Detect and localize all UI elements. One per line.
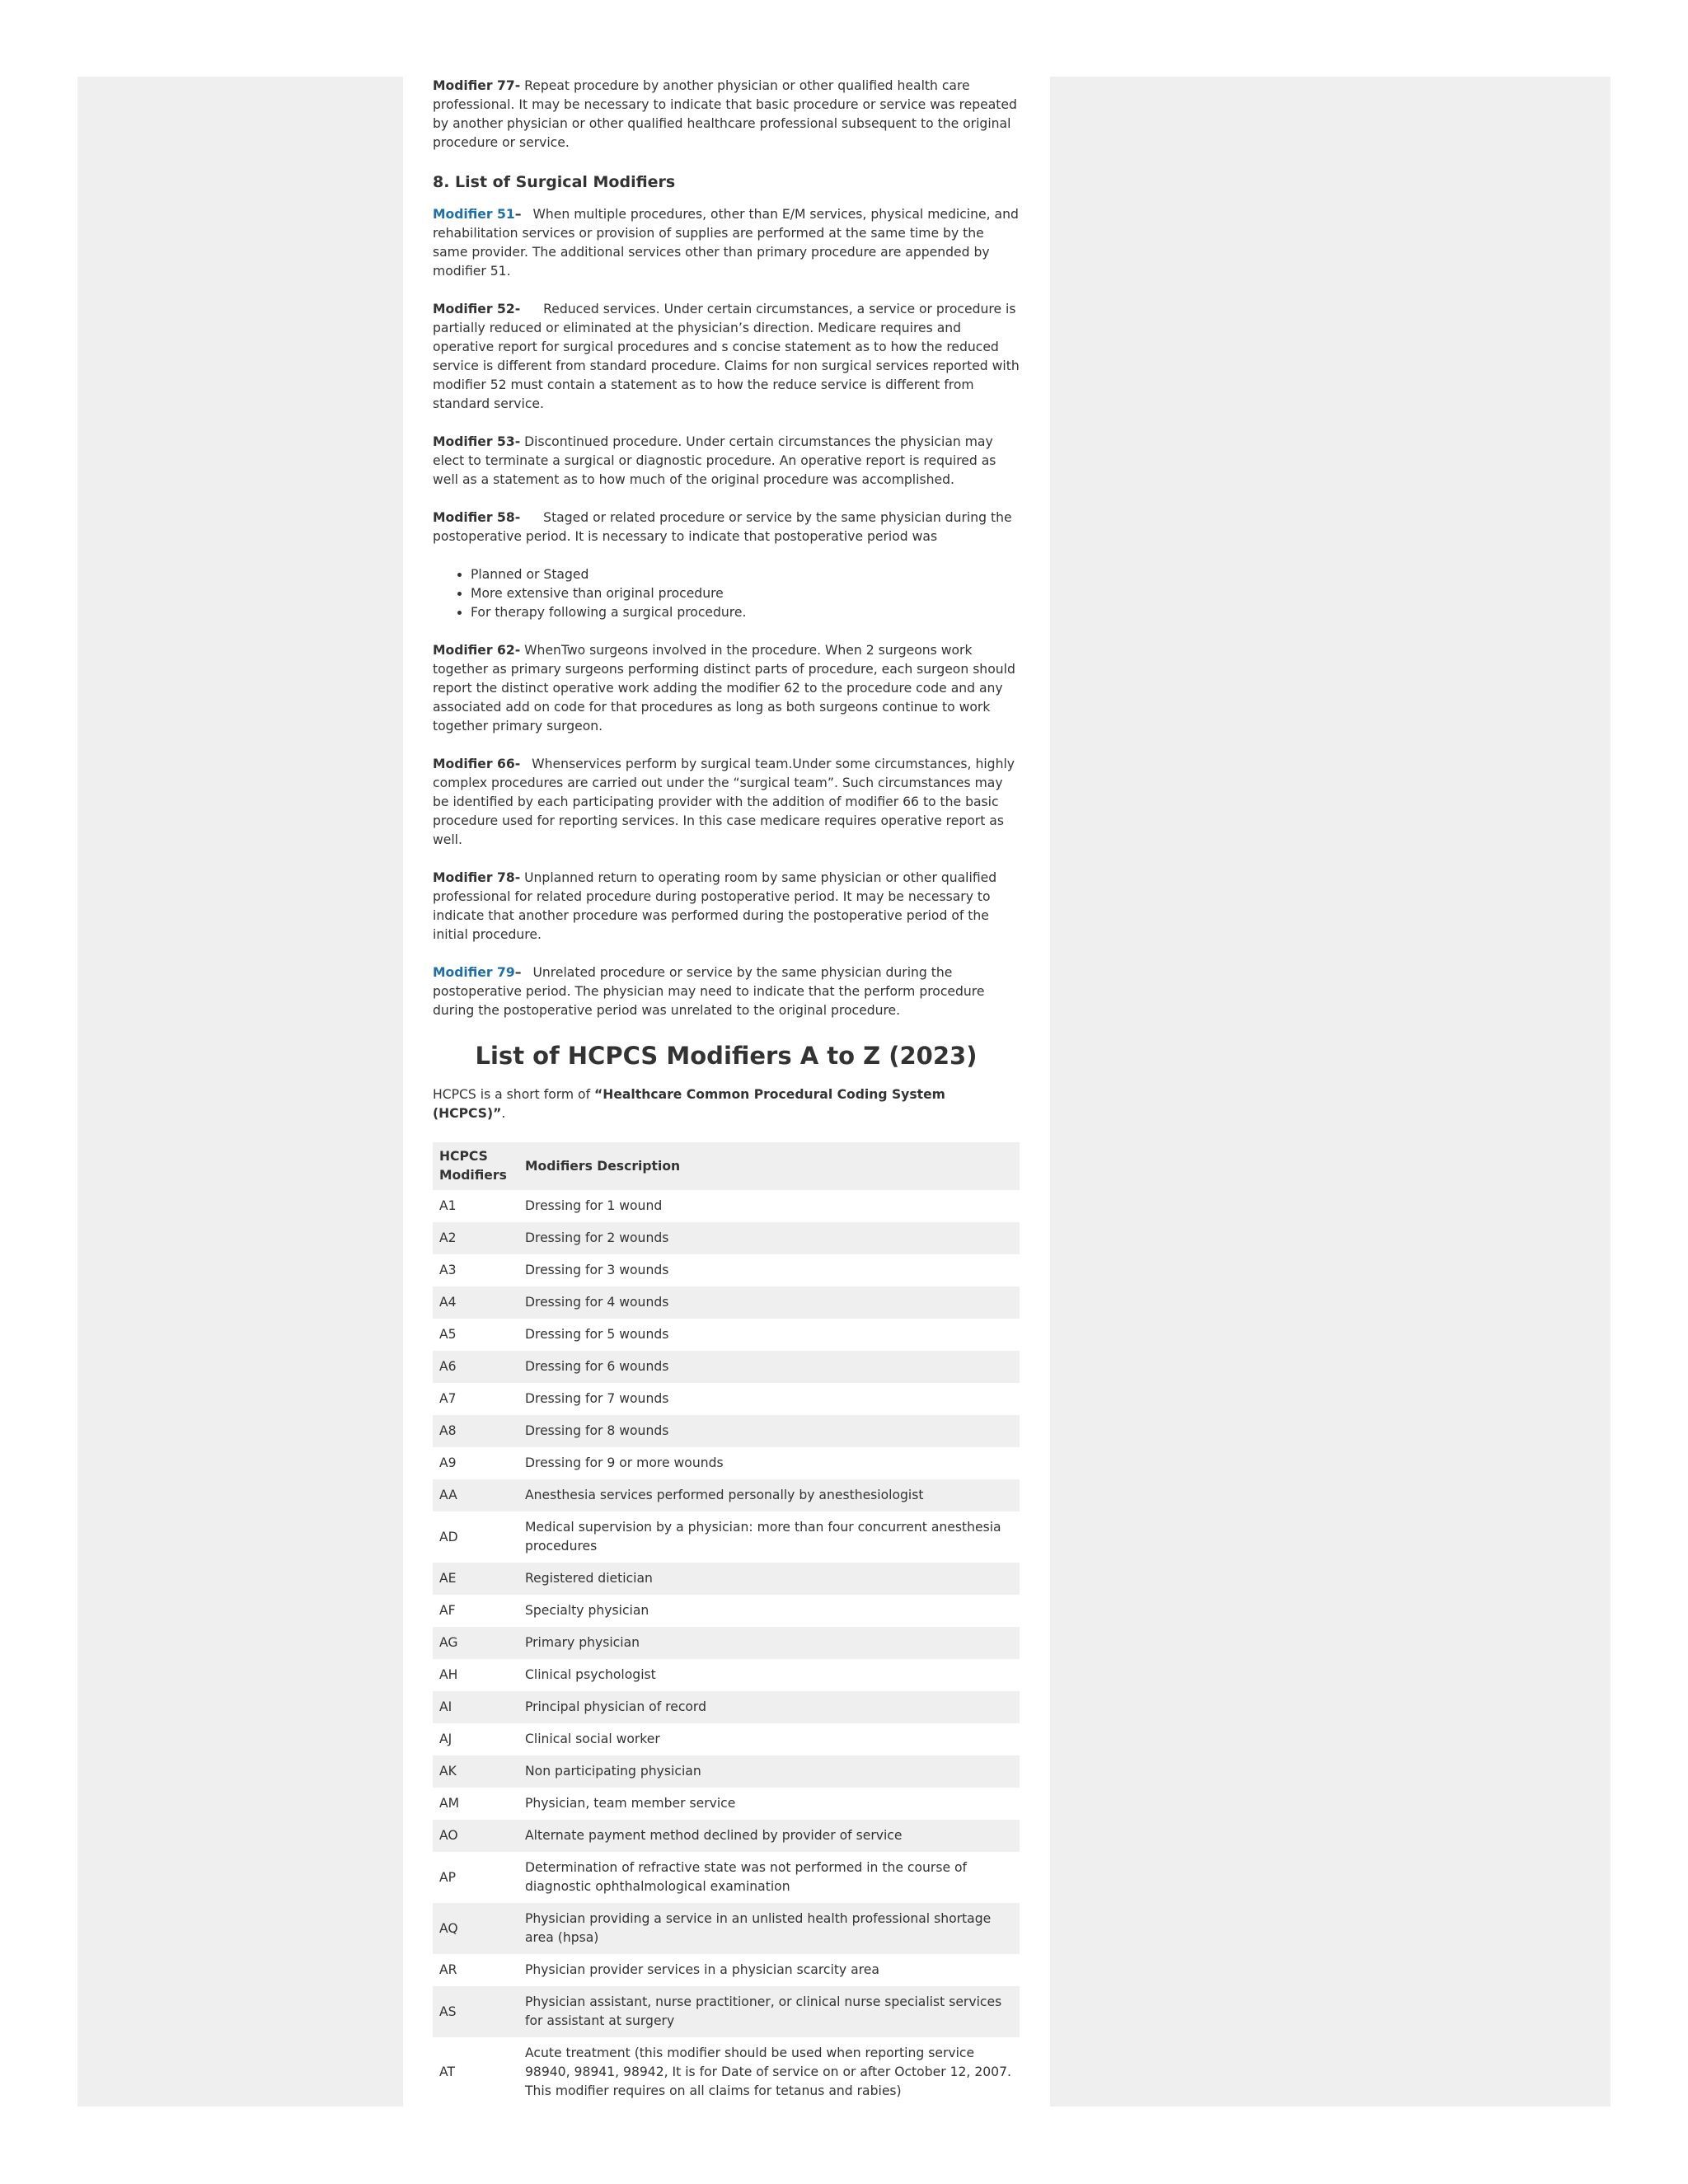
table-row <box>433 1383 1020 1415</box>
modifier-description-cell: Dressing for 9 or more wounds <box>518 1447 1020 1479</box>
modifier-description-cell: Dressing for 3 wounds <box>518 1254 1020 1286</box>
modifier-description-cell: Specialty physician <box>518 1595 1020 1627</box>
table-header-row <box>433 1142 1020 1190</box>
hcpcs-intro-bold: “Healthcare Common Procedural Coding System (HCPCS)” <box>433 1087 945 1121</box>
modifier-description-cell: Clinical psychologist <box>518 1659 1020 1691</box>
table-row <box>433 1563 1020 1595</box>
header-modifiers-description: Modifiers Description <box>518 1142 1020 1190</box>
modifier-code-cell: A4 <box>433 1286 518 1319</box>
modifier-description-cell: Non participating physician <box>518 1755 1020 1788</box>
modifier-description-cell: Dressing for 1 wound <box>518 1190 1020 1222</box>
modifier-description-cell: Dressing for 5 wounds <box>518 1319 1020 1351</box>
modifier-78-label: Modifier 78- <box>433 870 521 885</box>
modifier-77-label: Modifier 77- <box>433 78 521 93</box>
table-row <box>433 1319 1020 1351</box>
modifier-description-cell: Clinical social worker <box>518 1723 1020 1755</box>
modifier-code-cell: A6 <box>433 1351 518 1383</box>
modifier-code-cell: A5 <box>433 1319 518 1351</box>
modifier-53-paragraph <box>433 433 1020 490</box>
article-content <box>433 77 1020 2107</box>
modifier-code-cell: AO <box>433 1820 518 1852</box>
modifier-78-text: Unplanned return to operating room by same physician or other qualified professional for related procedure during postoperative period. It may be necessary to indicate that another procedure was performed during the postoperative period of the initial procedure. <box>433 870 997 942</box>
table-row <box>433 1415 1020 1447</box>
modifier-code-cell: AG <box>433 1627 518 1659</box>
modifier-code-cell: AK <box>433 1755 518 1788</box>
modifier-code-cell: AD <box>433 1511 518 1563</box>
modifier-51-link[interactable]: Modifier 51 <box>433 207 515 222</box>
table-row <box>433 1852 1020 1903</box>
bullet-item: • More extensive than original procedure <box>471 584 1020 603</box>
modifier-description-cell: Anesthesia services performed personally by anesthesiologist <box>518 1479 1020 1511</box>
table-row <box>433 1190 1020 1222</box>
modifier-52-label: Modifier 52- <box>433 302 521 316</box>
modifier-code-cell: AJ <box>433 1723 518 1755</box>
modifier-78-paragraph <box>433 869 1020 944</box>
modifier-51-paragraph <box>433 205 1020 281</box>
modifier-description-cell: Dressing for 7 wounds <box>518 1383 1020 1415</box>
table-row <box>433 1820 1020 1852</box>
table-row <box>433 1286 1020 1319</box>
modifier-code-cell: A7 <box>433 1383 518 1415</box>
modifier-code-cell: AT <box>433 2037 518 2107</box>
modifier-code-cell: AA <box>433 1479 518 1511</box>
modifier-51-dash: – <box>514 207 522 222</box>
modifier-description-cell: Principal physician of record <box>518 1691 1020 1723</box>
hcpcs-intro-suffix: . <box>501 1106 506 1121</box>
hcpcs-modifiers-table <box>433 1142 1020 2107</box>
modifier-description-cell: Physician, team member service <box>518 1788 1020 1820</box>
modifier-description-cell: Physician assistant, nurse practitioner, or clinical nurse specialist services for assistant at surgery <box>518 1986 1020 2037</box>
modifier-description-cell: Physician providing a service in an unlisted health professional shortage area (hpsa) <box>518 1903 1020 1954</box>
modifier-52-paragraph <box>433 300 1020 414</box>
left-sidebar-panel <box>77 77 403 2107</box>
table-row <box>433 1351 1020 1383</box>
modifier-66-paragraph <box>433 755 1020 850</box>
modifier-code-cell: AF <box>433 1595 518 1627</box>
header-hcpcs-modifiers: HCPCS Modifiers <box>433 1142 518 1190</box>
table-row <box>433 1222 1020 1254</box>
modifier-62-paragraph <box>433 641 1020 736</box>
modifier-53-label: Modifier 53- <box>433 434 521 449</box>
modifier-52-text: Reduced services. Under certain circumstances, a service or procedure is partially reduced or eliminated at the physician’s direction. Medicare requires and operative report for surgical procedures and s concise statement as to how the reduced service is different from standard procedure. Claims for non surgical services reported with modifier 52 must contain a statement as to how the reduce service is different from standard service. <box>433 302 1020 411</box>
modifier-58-paragraph <box>433 509 1020 546</box>
table-row <box>433 1511 1020 1563</box>
modifier-62-label: Modifier 62- <box>433 643 521 658</box>
modifier-code-cell: AP <box>433 1852 518 1903</box>
modifier-79-text: Unrelated procedure or service by the same physician during the postoperative period. The physician may need to indicate that the perform procedure during the postoperative period was unrelated to the original procedure. <box>433 965 985 1018</box>
modifier-58-label: Modifier 58- <box>433 510 521 525</box>
hcpcs-title: List of HCPCS Modifiers A to Z (2023) <box>475 1042 978 1070</box>
modifier-77-paragraph <box>433 77 1020 152</box>
modifier-description-cell: Registered dietician <box>518 1563 1020 1595</box>
modifier-description-cell: Physician provider services in a physician scarcity area <box>518 1954 1020 1986</box>
modifier-code-cell: AS <box>433 1986 518 2037</box>
hcpcs-intro <box>433 1085 1020 1123</box>
table-row <box>433 1595 1020 1627</box>
modifier-description-cell: Acute treatment (this modifier should be used when reporting service 98940, 98941, 98942, It is for Date of service on or after October 12, 2007. This modifier requires on all claims for tetanus and rabies) <box>518 2037 1020 2107</box>
table-row <box>433 1954 1020 1986</box>
modifier-62-text: WhenTwo surgeons involved in the procedure. When 2 surgeons work together as primary surgeons performing distinct parts of procedure, each surgeon should report the distinct operative work adding the modifier 62 to the procedure code and any associated add on code for that procedures as long as both surgeons continue to work together primary surgeon. <box>433 643 1015 733</box>
section-heading-surgical-modifiers: 8. List of Surgical Modifiers <box>433 173 676 191</box>
modifier-description-cell: Medical supervision by a physician: more than four concurrent anesthesia procedures <box>518 1511 1020 1563</box>
modifier-77-text: Repeat procedure by another physician or other qualified health care professional. It may be necessary to indicate that basic procedure or service was repeated by another physician or other qualified healthcare professional subsequent to the original procedure or service. <box>433 78 1017 150</box>
modifier-code-cell: AQ <box>433 1903 518 1954</box>
table-row <box>433 1447 1020 1479</box>
table-row <box>433 1479 1020 1511</box>
modifier-description-cell: Dressing for 8 wounds <box>518 1415 1020 1447</box>
modifier-79-paragraph <box>433 963 1020 1020</box>
modifier-code-cell: AR <box>433 1954 518 1986</box>
modifier-description-cell: Alternate payment method declined by provider of service <box>518 1820 1020 1852</box>
modifier-58-text: Staged or related procedure or service by the same physician during the postoperative period. It is necessary to indicate that postoperative period was <box>433 510 1012 544</box>
table-row <box>433 1691 1020 1723</box>
modifier-code-cell: AE <box>433 1563 518 1595</box>
modifier-description-cell: Determination of refractive state was not performed in the course of diagnostic ophthalmological examination <box>518 1852 1020 1903</box>
modifier-code-cell: AI <box>433 1691 518 1723</box>
table-row <box>433 2037 1020 2107</box>
modifier-description-cell: Primary physician <box>518 1627 1020 1659</box>
modifier-53-text: Discontinued procedure. Under certain circumstances the physician may elect to terminate a surgical or diagnostic procedure. An operative report is required as well as a statement as to how much of the original procedure was accomplished. <box>433 434 996 487</box>
modifier-description-cell: Dressing for 2 wounds <box>518 1222 1020 1254</box>
modifier-description-cell: Dressing for 4 wounds <box>518 1286 1020 1319</box>
modifier-51-text: When multiple procedures, other than E/M services, physical medicine, and rehabilitation services or provision of supplies are performed at the same time by the same provider. The additional services other than primary procedure are appended by modifier 51. <box>433 207 1019 279</box>
table-row <box>433 1788 1020 1820</box>
modifier-description-cell: Dressing for 6 wounds <box>518 1351 1020 1383</box>
table-row <box>433 1903 1020 1954</box>
table-body <box>433 1190 1020 2107</box>
table-row <box>433 1986 1020 2037</box>
modifier-66-label: Modifier 66- <box>433 757 521 771</box>
modifier-code-cell: A2 <box>433 1222 518 1254</box>
modifier-58-bullet-list <box>433 565 1020 622</box>
modifier-code-cell: A9 <box>433 1447 518 1479</box>
modifier-code-cell: A3 <box>433 1254 518 1286</box>
modifier-66-text: Whenservices perform by surgical team.Under some circumstances, highly complex procedures are carried out under the “surgical team”. Such circumstances may be identified by each participating provider with the addition of modifier 66 to the basic procedure used for reporting services. In this case medicare requires operative report as well. <box>433 757 1015 847</box>
table-row <box>433 1723 1020 1755</box>
bullet-item: • Planned or Staged <box>471 565 1020 584</box>
bullet-item: • For therapy following a surgical procedure. <box>471 603 1020 622</box>
right-sidebar-panel <box>1050 77 1611 2107</box>
modifier-code-cell: A1 <box>433 1190 518 1222</box>
modifier-code-cell: AH <box>433 1659 518 1691</box>
modifier-code-cell: A8 <box>433 1415 518 1447</box>
modifier-code-cell: AM <box>433 1788 518 1820</box>
hcpcs-intro-prefix: HCPCS is a short form of <box>433 1087 595 1102</box>
table-row <box>433 1755 1020 1788</box>
modifier-79-link[interactable]: Modifier 79 <box>433 965 515 980</box>
table-row <box>433 1659 1020 1691</box>
table-row <box>433 1254 1020 1286</box>
table-row <box>433 1627 1020 1659</box>
modifier-79-dash: – <box>514 965 522 980</box>
